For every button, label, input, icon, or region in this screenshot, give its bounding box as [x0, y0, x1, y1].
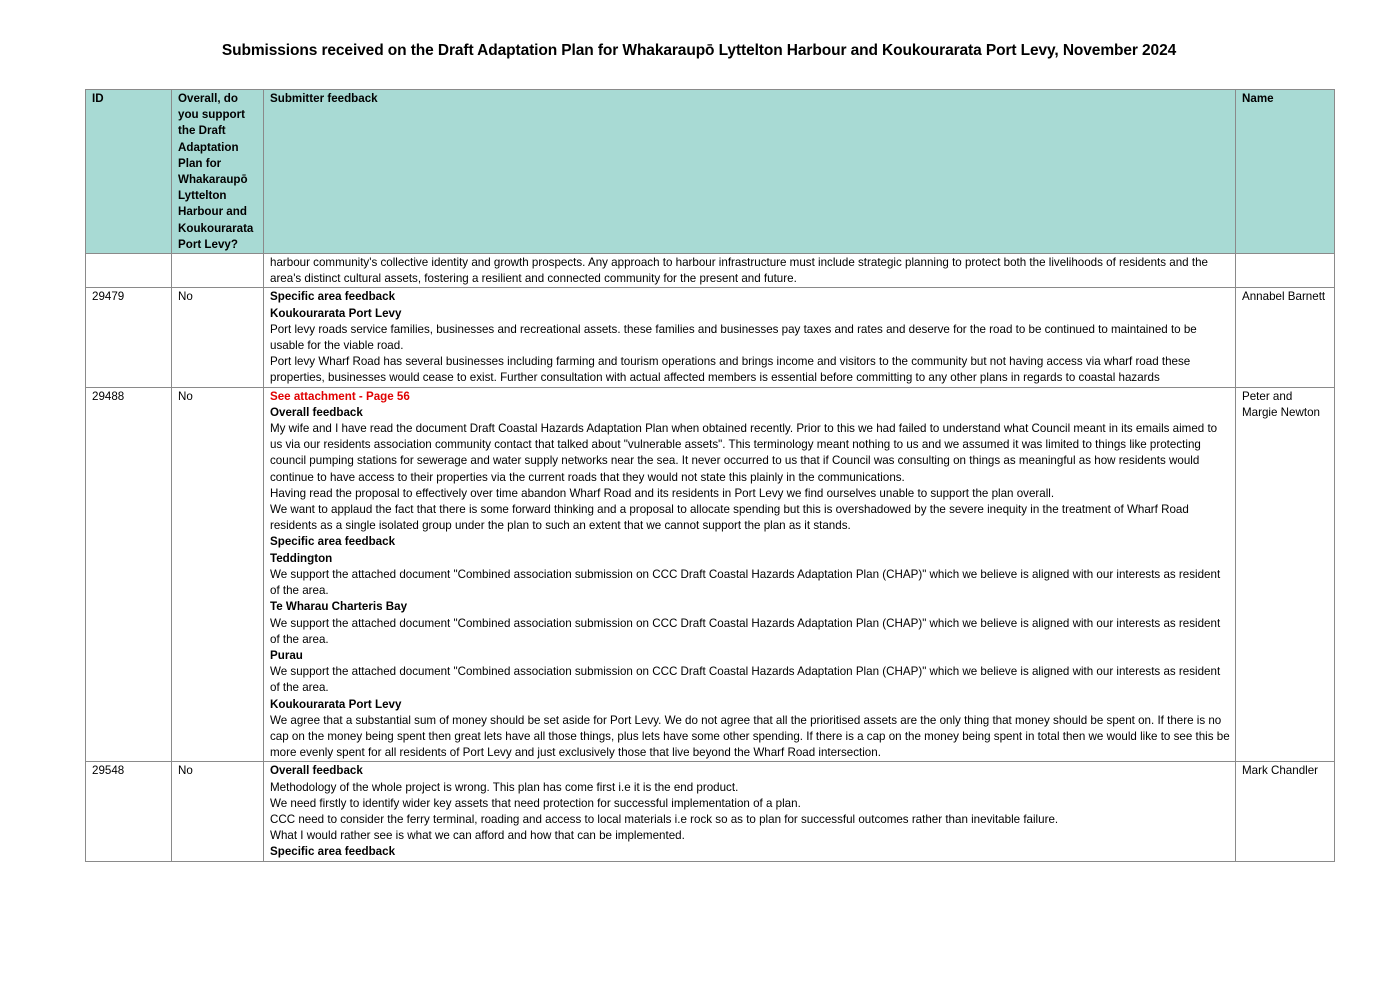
attachment-link[interactable]: See attachment - Page 56 [270, 389, 410, 403]
feedback-heading: Specific area feedback [270, 535, 396, 549]
table-header-row [86, 90, 1335, 254]
feedback-heading: Overall feedback [270, 764, 363, 778]
feedback-paragraph: We want to applaud the fact that there is some forward thinking and a proposal to allocate spending but this is overshadowed by the severe inequity in the treatment of Wharf Road residents as a single isolated group under the plan to such an extent that we cannot support the plan as it stands. [270, 503, 1189, 533]
submissions-table [85, 89, 1335, 862]
feedback-paragraph: My wife and I have read the document Draft Coastal Hazards Adaptation Plan when obtained recently. Prior to this we had failed to understand what Council meant in its emails aimed to us via our residents association community contact that talked about "vulnerable assets". This terminology meant nothing to us and we assumed it was limited to things like protecting council pumping stations for sewerage and water supply networks near the sea. It never occurred to us that if Council was consulting on things as meaningful as how residents would continue to have access to their properties via the current roads that they would not state this plainly in the communications. [270, 422, 1218, 484]
feedback-paragraph: Port levy Wharf Road has several businesses including farming and tourism operations and brings income and visitors to the community but not having access via wharf road these properties, businesses would cease to exist. Further consultation with actual affected members is essential before committing to any other plans in regards to coastal hazards [270, 355, 1191, 385]
feedback-heading: Specific area feedback [270, 290, 396, 304]
feedback-heading: Specific area feedback [270, 845, 396, 859]
cell-name: Annabel Barnett [1236, 288, 1335, 387]
cell-name: Peter and Margie Newton [1236, 387, 1335, 762]
cell-id: 29548 [86, 762, 172, 861]
table-row [86, 387, 1335, 762]
cell-name [1236, 254, 1335, 288]
feedback-subheading: Koukourarata Port Levy [270, 306, 402, 320]
feedback-subheading: Teddington [270, 551, 333, 565]
cell-support: No [172, 387, 264, 762]
feedback-paragraph: What I would rather see is what we can afford and how that can be implemented. [270, 829, 685, 843]
table-row [86, 254, 1335, 288]
feedback-paragraph: We support the attached document "Combined association submission on CCC Draft Coastal Hazards Adaptation Plan (CHAP)" which we believe is aligned with our interests as resident of the area. [270, 665, 1221, 695]
header-support: Overall, do you support the Draft Adaptation Plan for Whakaraupō Lyttelton Harbour and Koukourarata Port Levy? [172, 90, 264, 254]
cell-id: 29479 [86, 288, 172, 387]
cell-feedback [264, 762, 1236, 861]
cell-support: No [172, 762, 264, 861]
cell-name: Mark Chandler [1236, 762, 1335, 861]
feedback-paragraph: CCC need to consider the ferry terminal, roading and access to local materials i.e rock so as to plan for successful outcomes rather than inevitable failure. [270, 812, 1059, 826]
cell-support: No [172, 288, 264, 387]
header-feedback: Submitter feedback [264, 90, 1236, 254]
cell-feedback [264, 288, 1236, 387]
feedback-paragraph: Having read the proposal to effectively over time abandon Wharf Road and its residents in Port Levy we find ourselves unable to support the plan overall. [270, 486, 1055, 500]
feedback-paragraph: We agree that a substantial sum of money should be set aside for Port Levy. We do not agree that all the prioritised assets are the only thing that money should be spent on. If there is no cap on the money being spent then great lets have all those things, plus lets have some other spending. If there is a cap on the money being spent in total then we would like to see this be more evenly spent for all residents of Port Levy and just exclusively those that live beyond the Wharf Road intersection. [270, 713, 1230, 760]
cell-feedback [264, 387, 1236, 762]
header-name: Name [1236, 90, 1335, 254]
feedback-paragraph: We support the attached document "Combined association submission on CCC Draft Coastal Hazards Adaptation Plan (CHAP)" which we believe is aligned with our interests as resident of the area. [270, 567, 1221, 598]
cell-support [172, 254, 264, 288]
feedback-subheading: Koukourarata Port Levy [270, 697, 402, 711]
header-id: ID [86, 90, 172, 254]
cell-id [86, 254, 172, 288]
cell-id: 29488 [86, 387, 172, 762]
page-title: Submissions received on the Draft Adaptation Plan for Whakaraupō Lyttelton Harbour and Koukourarata Port Levy, November 2024 [221, 42, 1177, 59]
feedback-paragraph: harbour community's collective identity and growth prospects. Any approach to harbour infrastructure must include strategic planning to protect both the livelihoods of residents and the area's distinct cultural assets, fostering a resilient and connected community for the present and future. [270, 256, 1208, 286]
feedback-subheading: Te Wharau Charteris Bay [270, 600, 408, 614]
feedback-paragraph: We need firstly to identify wider key assets that need protection for successful implementation of a plan. [270, 796, 801, 810]
feedback-paragraph: Port levy roads service families, businesses and recreational assets. these families and businesses pay taxes and rates and deserve for the road to be continued to maintained to be usable for the viable road. [270, 322, 1197, 353]
feedback-subheading: Purau [270, 648, 303, 662]
cell-feedback [264, 254, 1236, 288]
feedback-paragraph: We support the attached document "Combined association submission on CCC Draft Coastal Hazards Adaptation Plan (CHAP)" which we believe is aligned with our interests as resident of the area. [270, 616, 1221, 646]
table-row [86, 288, 1335, 387]
feedback-paragraph: Methodology of the whole project is wrong. This plan has come first i.e it is the end product. [270, 780, 739, 794]
table-row [86, 762, 1335, 861]
feedback-heading: Overall feedback [270, 405, 363, 419]
